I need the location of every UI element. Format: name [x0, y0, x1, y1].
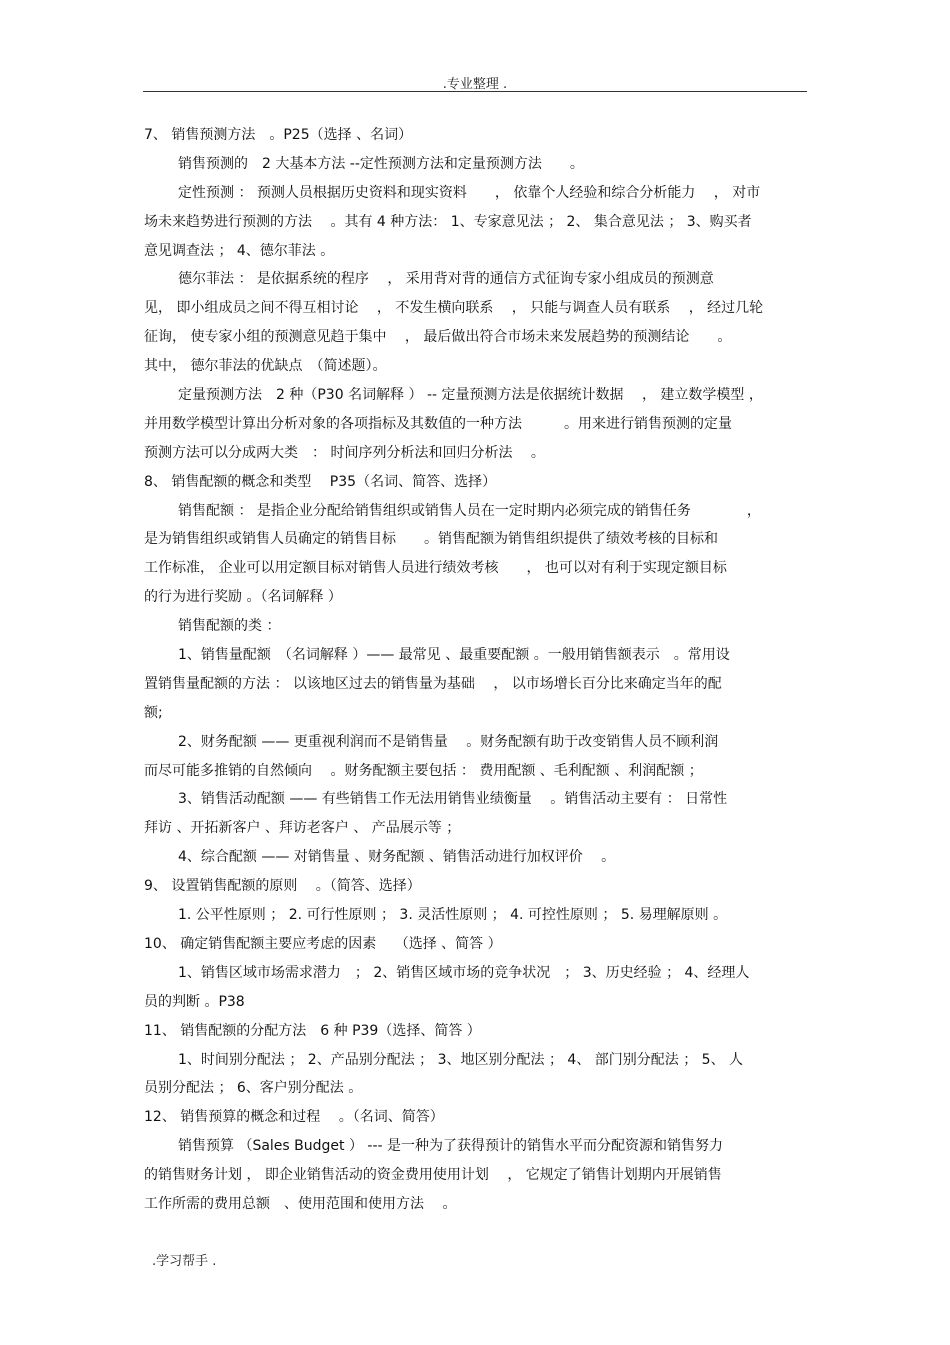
text-line: 4、综合配额 —— 对销售量 、财务配额 、销售活动进行加权评价 。	[178, 849, 616, 866]
text-line: 置销售量配额的方法 ： 以该地区过去的销售量为基础 ， 以市场增长百分比来确定当年的配	[144, 675, 722, 692]
text-line: 员的判断 。P38	[144, 993, 245, 1010]
text-line: 定量预测方法 2 种（P30 名词解释 ） -- 定量预测方法是依据统计数据 ， 建立数学模型 ，	[178, 387, 763, 404]
text-line: 工作标准， 企业可以用定额目标对销售人员进行绩效考核 ， 也可以对有利于实现定额目标	[144, 560, 727, 577]
text-line: 10、 确定销售配额主要应考虑的因素 （选择 、简答 ）	[144, 935, 502, 952]
text-line: 3、销售活动配额 —— 有些销售工作无法用销售业绩衡量 。销售活动主要有 ： 日常性	[178, 791, 728, 808]
page-footer: .学习帮手 .	[152, 1254, 217, 1269]
text-line: 拜访 、开拓新客户 、拜访老客户 、 产品展示等 ；	[144, 820, 461, 837]
text-line: 工作所需的费用总额 、使用范围和使用方法 。	[144, 1195, 457, 1212]
text-line: 其中， 德尔菲法的优缺点 （简述题）。	[144, 358, 387, 375]
text-line: 8、 销售配额的概念和类型 P35（名词、简答、选择）	[144, 473, 497, 490]
header-divider	[143, 91, 807, 92]
text-line: 的销售财务计划 ， 即企业销售活动的资金费用使用计划 ， 它规定了销售计划期内开展销售	[144, 1167, 722, 1184]
text-line: 员别分配法 ； 6、客户别分配法 。	[144, 1080, 363, 1097]
text-line: 12、 销售预算的概念和过程 。（名词、简答）	[144, 1109, 444, 1126]
text-line: 7、 销售预测方法 。P25（选择 、名词）	[144, 127, 413, 143]
text-line: 而尽可能多推销的自然倾向 。财务配额主要包括 ： 费用配额 、毛利配额 、利润配额 ；	[144, 762, 703, 779]
text-line: 1、销售区域市场需求潜力 ； 2、销售区域市场的竞争状况 ； 3、历史经验 ； 4、经理人	[178, 964, 750, 981]
text-line: 销售预测的 2 大基本方法 --定性预测方法和定量预测方法 。	[178, 155, 584, 172]
text-line: 1、销售量配额 （名词解释 ）—— 最常见 、最重要配额 。一般用销售额表示 。常用设	[178, 647, 730, 664]
page-header: .专业整理 .	[442, 77, 508, 92]
text-line: 销售配额 ： 是指企业分配给销售组织或销售人员在一定时期内必须完成的销售任务 ，	[178, 502, 761, 519]
text-line: 场未来趋势进行预测的方法 。其有 4 种方法： 1、专家意见法 ； 2、 集合意见法 ； 3、购买者	[144, 213, 752, 230]
text-line: 定性预测 ： 预测人员根据历史资料和现实资料 ， 依靠个人经验和综合分析能力 ， 对市	[178, 184, 761, 201]
text-line: 是为销售组织或销售人员确定的销售目标 。销售配额为销售组织提供了绩效考核的目标和	[144, 531, 718, 548]
text-line: 并用数学模型计算出分析对象的各项指标及其数值的一种方法 。用来进行销售预测的定量	[144, 415, 732, 432]
text-line: 9、 设置销售配额的原则 。（简答、选择）	[144, 878, 421, 895]
text-line: 1. 公平性原则 ； 2. 可行性原则 ； 3. 灵活性原则 ； 4. 可控性原则 ； 5. 易理解原则 。	[178, 907, 728, 924]
text-line: 1、时间别分配法 ； 2、产品别分配法 ； 3、地区别分配法 ； 4、 部门别分配法 ； 5、 人	[178, 1051, 744, 1068]
text-line: 2、财务配额 —— 更重视利润而不是销售量 。财务配额有助于改变销售人员不顾利润	[178, 733, 719, 750]
text-line: 销售配额的类 ：	[178, 618, 281, 635]
text-line: 征询， 使专家小组的预测意见趋于集中 ， 最后做出符合市场未来发展趋势的预测结论 。	[144, 329, 732, 346]
text-line: 意见调查法 ； 4、德尔菲法 。	[144, 242, 335, 259]
text-line: 德尔菲法 ： 是依据系统的程序 ， 采用背对背的通信方式征询专家小组成员的预测意	[178, 271, 714, 288]
text-line: 见， 即小组成员之间不得互相讨论 ， 不发生横向联系 ， 只能与调查人员有联系 ， 经过几轮	[144, 300, 764, 317]
text-line: 额;	[144, 704, 163, 721]
text-line: 11、 销售配额的分配方法 6 种 P39（选择、简答 ）	[144, 1022, 481, 1039]
document-body	[144, 121, 804, 1219]
text-line: 销售预算 （Sales Budget ） --- 是一种为了获得预计的销售水平而分配资源和销售努力	[178, 1138, 724, 1155]
text-line: 预测方法可以分成两大类 ： 时间序列分析法和回归分析法 。	[144, 444, 545, 461]
text-line: 的行为进行奖励 。（名词解释 ）	[144, 589, 342, 606]
